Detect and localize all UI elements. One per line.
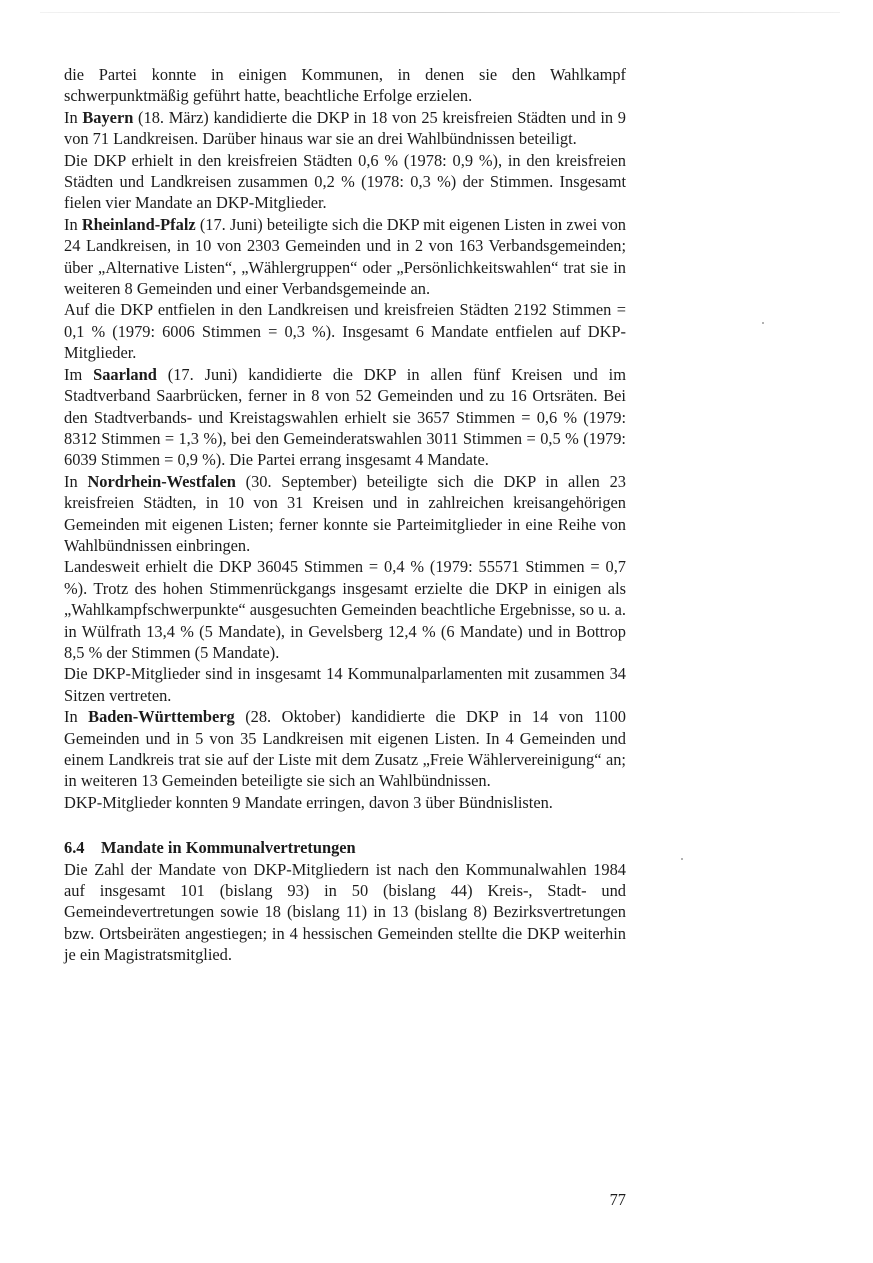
state-name-saarland: Saarland — [93, 364, 157, 384]
paragraph-text: (30. September) beteiligte sich die DKP in allen 23 kreisfreien Städten, in 10 von 31 Kreisen und in zahlreichen kreisangehörigen Gemeinden mit eigenen Listen; ferner konnte sie Parteimitglieder in eine Reihe von Wahlbündnissen einbringen. — [64, 471, 626, 555]
section-title: Mandate in Kommunalvertretungen — [101, 838, 356, 858]
paragraph-rheinland-pfalz-ergebnis — [64, 299, 626, 363]
section-number: 6.4 — [64, 838, 85, 858]
paragraph-lead: In — [64, 107, 83, 127]
paragraph-text: Auf die DKP entfielen in den Landkreisen und kreisfreien Städten 2192 Stimmen = 0,1 % (1979: 6006 Stimmen = 0,3 %). Insgesamt 6 Mandate entfielen auf DKP-Mitglieder. — [64, 300, 626, 363]
paragraph-text: Die DKP-Mitglieder sind in insgesamt 14 Kommunalparlamenten mit zusammen 34 Sitzen vertreten. — [64, 664, 626, 705]
paragraph-text: Die DKP erhielt in den kreisfreien Städten 0,6 % (1978: 0,9 %), in den kreisfreien Städten und Landkreisen zusammen 0,2 % (1978: 0,3 %) der Stimmen. Insgesamt fielen vier Mandate an DKP-Mitglieder. — [64, 150, 626, 213]
paragraph-rheinland-pfalz — [64, 214, 626, 300]
paragraph-lead: Im — [64, 364, 94, 384]
paragraph-nordrhein-westfalen — [64, 471, 626, 557]
document-page — [64, 64, 626, 966]
paragraph-bayern-ergebnis — [64, 150, 626, 214]
paragraph-saarland — [64, 364, 626, 471]
paragraph-text: (18. März) kandidierte die DKP in 18 von 25 kreisfreien Städten und in 9 von 71 Landkreisen. Darüber hinaus war sie an drei Wahlbündnissen beteiligt. — [64, 107, 626, 149]
paragraph-nrw-ergebnis — [64, 556, 626, 663]
paragraph-lead: In — [64, 214, 82, 234]
paragraph-text: Die Zahl der Mandate von DKP-Mitgliedern ist nach den Kommunalwahlen 1984 auf insgesamt 101 (bislang 93) in 50 (bislang 44) Kreis-, Stadt- und Gemeindevertretungen sowie 18 (bislang 11) in 13 (bislang 8) Bezirksvertretungen bzw. Ortsbeiräten angestiegen; in 4 hessischen Gemeinden stellte die DKP weiterhin je ein Magistratsmitglied. — [64, 859, 626, 965]
paragraph-partei-erfolge — [64, 64, 626, 107]
paragraph-text: (17. Juni) kandidierte die DKP in allen fünf Kreisen und im Stadtverband Saarbrücken, ferner in 8 von 52 Gemeinden und zu 16 Ortsräten. Bei den Stadtverbands- und Kreistagswahlen erhielt sie 3657 Stimmen = 0,6 % (1979: 8312 Stimmen = 1,3 %), bei den Gemeinderatswahlen 3011 Stimmen = 0,5 % (1979: 6039 Stimmen = 0,9 %). Die Partei errang insgesamt 4 Mandate. — [64, 364, 626, 470]
paragraph-lead: In — [64, 471, 88, 491]
page-number: 77 — [609, 1190, 626, 1209]
state-name-nordrhein-westfalen: Nordrhein-Westfalen — [87, 471, 236, 491]
paragraph-text: DKP-Mitglieder konnten 9 Mandate erringen, davon 3 über Bündnislisten. — [64, 792, 553, 812]
paragraph-bw-mandate — [64, 792, 626, 813]
state-name-bayern: Bayern — [82, 107, 134, 127]
scan-artifact-line — [40, 12, 840, 13]
section-heading — [64, 837, 626, 858]
scan-speck — [762, 322, 764, 324]
paragraph-lead: In — [64, 707, 89, 727]
paragraph-nrw-mandate — [64, 663, 626, 706]
paragraph-mandate-kommunal — [64, 859, 626, 966]
paragraph-baden-wuerttemberg — [64, 706, 626, 792]
scan-speck — [681, 858, 683, 860]
paragraph-bayern — [64, 107, 626, 150]
paragraph-text: Landesweit erhielt die DKP 36045 Stimmen = 0,4 % (1979: 55571 Stimmen = 0,7 %). Trotz des hohen Stimmenrückgangs insgesamt erzielte die DKP in einigen als „Wahlkampfschwerpunkte“ ausgesuchten Gemeinden beachtliche Ergebnisse, so u. a. in Wülfrath 13,4 % (5 Mandate), in Gevelsberg 12,4 % (6 Mandate) und in Bottrop 8,5 % der Stimmen (5 Mandate). — [64, 557, 626, 662]
state-name-rheinland-pfalz: Rheinland-Pfalz — [81, 214, 196, 234]
paragraph-text: (17. Juni) beteiligte sich die DKP mit eigenen Listen in zwei von 24 Landkreisen, in 10 von 2303 Gemeinden und in 2 von 163 Verbandsgemeinden; über „Alternative Listen“, „Wählergruppen“ oder „Persönlichkeitswahlen“ trat sie in weiteren 8 Gemeinden und einer Verbandsgemeinde an. — [64, 214, 626, 299]
state-name-baden-wuerttemberg: Baden-Württemberg — [88, 707, 235, 727]
paragraph-text: die Partei konnte in einigen Kommunen, in denen sie den Wahlkampf schwerpunktmäßig geführt hatte, beachtliche Erfolge erzielen. — [64, 65, 626, 106]
paragraph-text: (28. Oktober) kandidierte die DKP in 14 von 1100 Gemeinden und in 5 von 35 Landkreisen mit eigenen Listen. In 4 Gemeinden und einem Landkreis trat sie auf der Liste mit dem Zusatz „Freie Wählervereinigung“ an; in weiteren 13 Gemeinden beteiligte sie sich an Wahlbündnissen. — [64, 707, 626, 791]
